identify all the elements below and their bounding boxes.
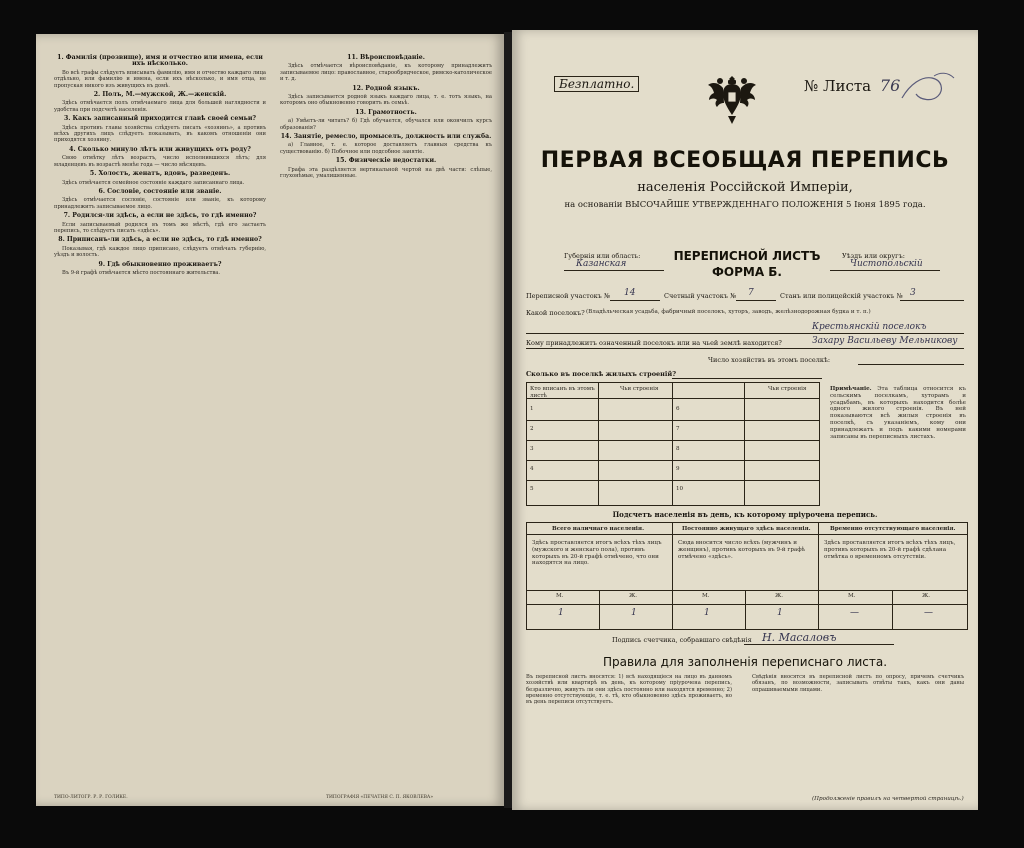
population-col-label: М.: [848, 593, 856, 599]
pop-desc-1: Здѣсь проставляется итогъ всѣхъ тѣхъ лицъ (мужского и женскаго пола), противъ которыхъ въ 20-й графѣ отмѣчено, что они находятся на лицо.: [532, 540, 662, 567]
owner-underline: [526, 348, 964, 349]
buildings-table-divider-3: [744, 382, 745, 506]
section-text: Въ 9-й графѣ отмѣчается мѣсто постояннаго жительства.: [62, 269, 221, 276]
population-col-value: 1: [558, 608, 564, 618]
signature-value: Н. Масаловъ: [762, 631, 837, 644]
buildings-row-line: [526, 420, 820, 421]
count-district-underline: [736, 300, 776, 301]
left-page: [36, 34, 504, 806]
rules-footer: (Продолженіе правилъ на четвертой страницѣ.): [812, 796, 964, 802]
document-spread: [36, 30, 980, 816]
population-col-value: —: [850, 608, 859, 618]
section-text: Показывая, гдѣ каждое лицо приписано, слѣдуетъ отмѣчать губернію, уѣздъ и волость.: [54, 245, 266, 259]
households-label: Число хозяйствъ въ этомъ поселкѣ:: [708, 356, 831, 364]
pop-desc-3: Здѣсь проставляется итогъ всѣхъ тѣхъ лицъ, противъ которыхъ въ 20-й графѣ сдѣлана отмѣтка о временномъ отсутствіи.: [824, 540, 956, 560]
rules-left-text: Въ переписной листъ вносятся: 1) всѣ находящіеся на лицо въ данномъ хозяйствѣ или квартирѣ въ день, къ которому пріурочена перепись, безразлично, живутъ ли они здѣсь постоянно или находятся временно; 2) временно отсутствующіе, т. е. тѣ, кто обыкновенно здѣсь проживаетъ, но въ день переписи отсутствуетъ.: [526, 674, 732, 706]
sheet-number: [804, 76, 900, 95]
section-heading: 1. Фамилія (прозвище), имя и отчество или имена, если ихъ нѣсколько.: [57, 54, 263, 68]
section-text: а) Главное, т. е. которое доставляетъ главныя средства къ существованію. б) Побочное или подсобное занятіе.: [280, 142, 492, 155]
section-text: Здѣсь записывается родной языкъ каждаго лица, т. е. тотъ языкъ, на которомъ оно обыкновенно говоритъ въ семьѣ.: [280, 94, 492, 107]
buildings-table: [526, 382, 820, 506]
rules-right-text: Свѣдѣнія вносятся въ переписной листъ по опросу, причемъ счетчикъ обязанъ, по возможности, записывать отвѣты такъ, какъ они даны опрашиваемыми лицами.: [752, 674, 964, 693]
province-label: Губернія или область:: [564, 252, 641, 260]
buildings-row-number: 4: [530, 466, 534, 472]
house-no-label: Станъ или полицейскій участокъ №: [780, 292, 903, 300]
owner-value: Захару Васильеву Мельникову: [812, 336, 958, 346]
population-col-label: Ж.: [922, 593, 931, 599]
free-label: Безплатно.: [554, 76, 639, 92]
buildings-row-number: 1: [530, 406, 534, 412]
form-title-line-1: ПЕРЕПИСНОЙ ЛИСТЪ: [673, 249, 821, 263]
left-footer-1: ТИПО-ЛИТОГР. Р. Р. ГОЛИКЕ.: [54, 795, 128, 800]
section-heading: 4. Сколько минуло лѣтъ или живущихъ отъ роду?: [69, 145, 251, 153]
left-footer-2: ТИПОГРАФІЯ «ПЕЧАТНЯ С. П. ЯКОВЛЕВА»: [326, 795, 434, 800]
section-text: Здѣсь отмѣчается вѣроисповѣданіе, къ которому принадлежитъ записываемое лицо: православное, старообрядческое, римско-католическое и т. д.: [280, 63, 492, 83]
note-label: Примѣчаніе.: [830, 386, 872, 392]
pop-desc-2: Сюда вносится число всѣхъ (мужчинъ и женщинъ), противъ которыхъ въ 9-й графѣ отмѣчено «здѣсь».: [678, 540, 806, 560]
signature-label: Подпись счетчика, собравшаго свѣдѣнія: [612, 636, 752, 644]
population-col-label: М.: [556, 593, 564, 599]
population-col-label: Ж.: [629, 593, 638, 599]
buildings-table-header-1: Кто вписанъ въ этомъ листѣ: [530, 386, 595, 399]
population-values-line: [526, 604, 968, 605]
section-heading: 8. Приписанъ-ли здѣсь, а если не здѣсь, то гдѣ именно?: [58, 236, 262, 244]
book-gutter: [504, 32, 512, 808]
buildings-table-header-3: Чьи строенія: [768, 386, 807, 392]
households-underline: [858, 364, 964, 365]
section-text: Здѣсь противъ главы хозяйства слѣдуетъ писать «хозяинъ», а противъ всѣхъ другихъ лицъ слѣдуетъ показывать, въ какомъ отношеніи они приходятся хозяину.: [54, 124, 266, 144]
section-heading: 11. Вѣроисповѣданіе.: [347, 54, 425, 61]
owner-label: Кому принадлежитъ означенный поселокъ или на чьей землѣ находится?: [526, 339, 782, 347]
uezd-underline: [830, 270, 940, 271]
population-col-divider: [892, 590, 893, 630]
settlement-value: Крестьянскій поселокъ: [812, 322, 927, 332]
buildings-row-number-right: 6: [676, 406, 680, 412]
rules-title: Правила для заполненія переписнаго листа.: [602, 655, 888, 669]
buildings-row-line: [526, 480, 820, 481]
buildings-row-number: 2: [530, 426, 534, 432]
population-heading: Подсчетъ населенія въ день, къ которому пріурочена перепись.: [612, 510, 878, 519]
sheet-number-label: № Листа: [804, 77, 872, 95]
buildings-underline: [672, 378, 822, 379]
population-header-line: [526, 534, 968, 535]
left-column-2: [280, 52, 492, 787]
buildings-row-number: 5: [530, 486, 534, 492]
population-col-value: —: [924, 608, 933, 618]
population-divider-2: [818, 522, 819, 630]
section-heading: 3. Какъ записанный приходится главѣ своей семьи?: [63, 115, 257, 123]
buildings-row-number-right: 10: [676, 486, 684, 492]
double-headed-eagle-icon: [706, 70, 758, 128]
buildings-table-divider-2: [672, 382, 673, 506]
settlement-note: (Владѣльческая усадьба, фабричный поселокъ, хуторъ, заводъ, желѣзнодорожная будка и т. п.): [586, 309, 871, 315]
census-district-label: Переписной участокъ №: [526, 292, 611, 300]
section-heading: 7. Родился-ли здѣсь, а если не здѣсь, то гдѣ именно?: [63, 212, 257, 220]
population-cols-line: [526, 590, 968, 591]
province-underline: [564, 270, 664, 271]
buildings-row-number-right: 9: [676, 466, 680, 472]
buildings-label: Сколько въ поселкѣ жилыхъ строеній?: [526, 370, 677, 378]
section-text: Здѣсь отмѣчается полъ отмѣчаемаго лица для большей наглядности и удобства при подсчетѣ населенія.: [54, 100, 266, 113]
handwritten-stamp-mark: [898, 68, 962, 108]
section-text: Графа эта раздѣляется вертикальной чертой на двѣ части: слѣпые, глухонѣмые, умалишенные.: [280, 166, 492, 180]
count-district-label: Счетный участокъ №: [664, 292, 737, 300]
uezd-label: Уѣздъ или округъ:: [842, 252, 905, 260]
uezd-value: Чистопольскій: [850, 259, 923, 269]
population-col-label: М.: [702, 593, 710, 599]
note-text: Примѣчаніе. Эта таблица относится къ сельскимъ поселкамъ, хуторамъ и усадьбамъ, въ которыхъ находится болѣе одного жилого строенія. Въ ней показываются всѣ жилыя строенія въ поселкѣ, съ указаніемъ, кому они принадлежатъ и подъ какими номерами записаны въ переписныхъ листахъ.: [830, 386, 966, 440]
population-col-value: 1: [777, 608, 783, 618]
house-no-underline: [900, 300, 964, 301]
pop-header-2: Постоянно живущаго здѣсь населенія.: [682, 526, 811, 532]
population-col-value: 1: [631, 608, 637, 618]
population-divider-1: [672, 522, 673, 630]
population-col-divider: [599, 590, 600, 630]
section-heading: 6. Сословіе, состояніе или званіе.: [98, 187, 222, 195]
population-col-value: 1: [704, 608, 710, 618]
house-no-value: 3: [910, 288, 916, 298]
buildings-row-number-right: 8: [676, 446, 680, 452]
census-basis: на основаніи ВЫСОЧАЙШЕ УТВЕРЖДЕННАГО ПОЛОЖЕНІЯ 5 Іюня 1895 года.: [564, 200, 926, 210]
section-text: Во всѣ графы слѣдуетъ вписывать фамилію, имя и отчество каждаго лица отдѣльно, или фамилію и имена, если ихъ нѣсколько, и имя отца, не пропуская никого изъ живущихъ въ домѣ.: [54, 69, 266, 89]
section-heading: 5. Холостъ, женатъ, вдовъ, разведенъ.: [89, 170, 231, 178]
left-column-1: [54, 52, 266, 787]
section-text: Если записываемый родился въ томъ же мѣстѣ, гдѣ его застаетъ перепись, то слѣдуетъ писать «здѣсь».: [54, 221, 266, 234]
form-title: [672, 248, 822, 280]
section-text: а) Умѣетъ-ли читать? б) Гдѣ обучается, обучался или окончилъ курсъ образованія?: [280, 118, 492, 131]
section-text: Здѣсь отмѣчается семейное состояніе каждаго записаннаго лица.: [62, 179, 245, 186]
count-district-value: 7: [748, 288, 754, 298]
buildings-table-header-2: Чьи строенія: [620, 386, 659, 392]
section-text: Здѣсь отмѣчается сословіе, состояніе или званіе, къ которому принадлежитъ записываемое лицо.: [54, 197, 266, 210]
province-value: Казанская: [576, 259, 627, 269]
census-subtitle: населенія Россійской Имперіи,: [637, 180, 853, 195]
population-col-divider: [745, 590, 746, 630]
settlement-label: Какой поселокъ?: [526, 309, 585, 317]
buildings-row-number-right: 7: [676, 426, 680, 432]
buildings-row-line: [526, 460, 820, 461]
sheet-number-handwritten: 76: [879, 76, 901, 95]
buildings-row-number: 3: [530, 446, 534, 452]
pop-header-1: Всего наличнаго населенія.: [552, 526, 645, 532]
section-heading: 15. Физическіе недостатки.: [335, 157, 437, 165]
census-district-value: 14: [624, 288, 636, 298]
right-page: [512, 30, 978, 810]
section-heading: 12. Родной языкъ.: [352, 84, 420, 92]
settlement-underline: [526, 333, 964, 334]
section-heading: 13. Грамотность.: [355, 108, 417, 116]
pop-header-3: Временно отсутствующаго населенія.: [830, 526, 956, 532]
population-col-label: Ж.: [775, 593, 784, 599]
buildings-table-divider-1: [598, 382, 599, 506]
section-heading: 14. Занятіе, ремесло, промыселъ, должность или служба.: [280, 133, 492, 141]
section-text: Свою отмѣтку лѣтъ возрастъ, число исполнившихся лѣтъ; для младенцевъ въ возрастѣ менѣе года — число мѣсяцевъ.: [54, 155, 266, 168]
signature-underline: [744, 644, 894, 645]
population-table: [526, 522, 968, 630]
buildings-row-line: [526, 440, 820, 441]
census-district-underline: [610, 300, 660, 301]
census-title: ПЕРВАЯ ВСЕОБЩАЯ ПЕРЕПИСЬ: [540, 148, 950, 173]
form-title-line-2: ФОРМА Б.: [711, 265, 782, 279]
section-heading: 2. Полъ, М.—мужской, Ж.—женскій.: [93, 91, 227, 99]
section-heading: 9. Гдѣ обыкновенно проживаетъ?: [98, 260, 222, 268]
